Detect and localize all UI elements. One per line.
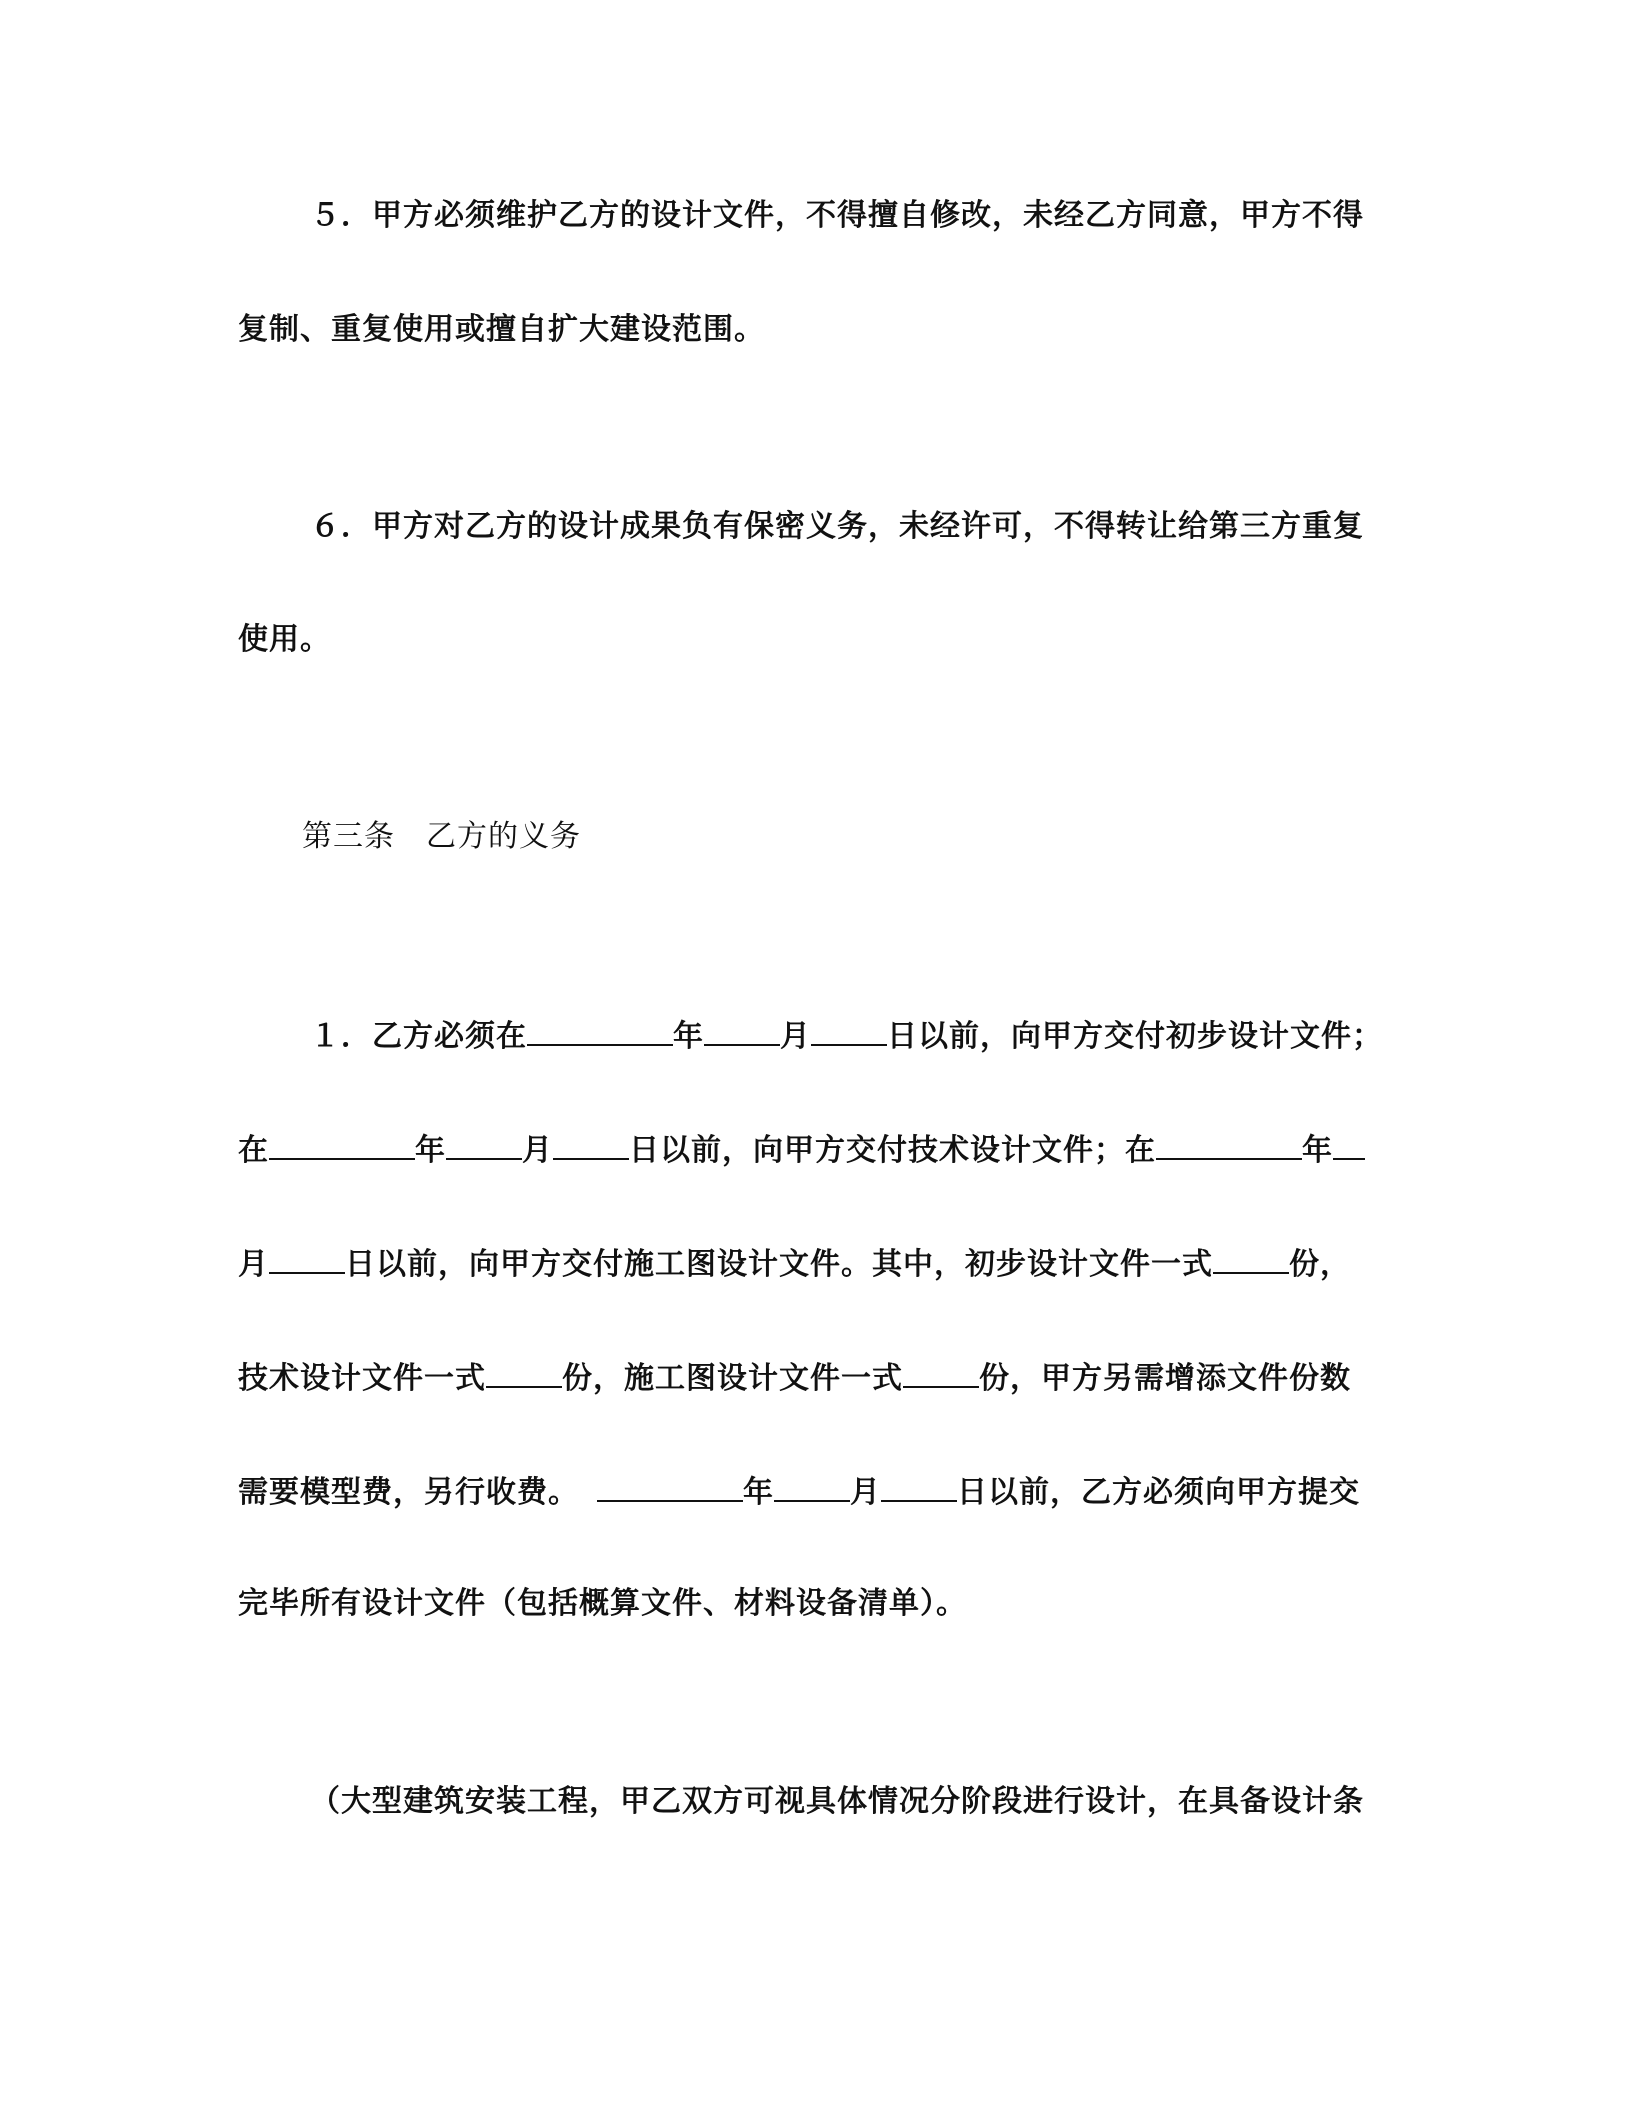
item-1-line-4-text-b: 份，施工图设计文件一式 [562, 1361, 903, 1396]
year-label: 年 [1302, 1133, 1333, 1168]
blank-day-field [811, 1014, 887, 1046]
blank-month-field [1333, 1128, 1365, 1160]
month-label: 月 [850, 1475, 881, 1510]
item-1-line-4 [238, 1356, 1351, 1399]
item-1-line-4-text-c: 份，甲方另需增添文件份数 [979, 1361, 1351, 1396]
item-1-line-3-text-c: 份， [1289, 1247, 1351, 1282]
item-1-line-5-text-d: 日以前，乙方必须向甲方提交 [957, 1475, 1360, 1510]
item-1-line-2-text-a: 在 [238, 1133, 269, 1168]
month-label: 月 [238, 1247, 269, 1282]
item-1-line-6: 完毕所有设计文件（包括概算文件、材料设备清单）。 [238, 1586, 967, 1621]
blank-copies-field [903, 1356, 979, 1388]
item-1-line-1-text-d: 日以前，向甲方交付初步设计文件； [887, 1019, 1383, 1054]
blank-month-field [704, 1014, 780, 1046]
year-label: 年 [415, 1133, 446, 1168]
item-1-line-4-text-a: 技术设计文件一式 [238, 1361, 486, 1396]
blank-year-field [527, 1014, 673, 1046]
blank-copies-field [486, 1356, 562, 1388]
item-1-line-5-text-a: 需要模型费，另行收费。 [238, 1475, 579, 1510]
blank-day-field [269, 1242, 345, 1274]
item-1-line-2-text-d: 日以前，向甲方交付技术设计文件；在 [629, 1133, 1156, 1168]
clause-5-line-1: ５．甲方必须维护乙方的设计文件，不得擅自修改，未经乙方同意，甲方不得 [310, 198, 1364, 233]
item-1-line-2 [238, 1128, 1365, 1171]
article-3-heading: 第三条 乙方的义务 [302, 819, 581, 854]
year-label: 年 [673, 1019, 704, 1054]
blank-year-field [597, 1470, 743, 1502]
year-label: 年 [743, 1475, 774, 1510]
blank-day-field [881, 1470, 957, 1502]
note-line-1: （大型建筑安装工程，甲乙双方可视具体情况分阶段进行设计，在具备设计条 [310, 1784, 1364, 1819]
month-label: 月 [780, 1019, 811, 1054]
month-label: 月 [522, 1133, 553, 1168]
clause-6-line-1: ６．甲方对乙方的设计成果负有保密义务，未经许可，不得转让给第三方重复 [310, 509, 1364, 544]
blank-year-field [269, 1128, 415, 1160]
blank-month-field [446, 1128, 522, 1160]
blank-month-field [774, 1470, 850, 1502]
blank-year-field [1156, 1128, 1302, 1160]
item-1-line-3 [238, 1242, 1351, 1285]
clause-5-line-2: 复制、重复使用或擅自扩大建设范围。 [238, 312, 765, 347]
blank-copies-field [1213, 1242, 1289, 1274]
item-1-line-5 [238, 1470, 1360, 1513]
item-1-line-1-text-a: １．乙方必须在 [310, 1019, 527, 1054]
blank-day-field [553, 1128, 629, 1160]
clause-6-line-2: 使用。 [238, 622, 331, 657]
item-1-line-1 [310, 1014, 1383, 1057]
item-1-line-3-text-b: 日以前，向甲方交付施工图设计文件。其中，初步设计文件一式 [345, 1247, 1213, 1282]
